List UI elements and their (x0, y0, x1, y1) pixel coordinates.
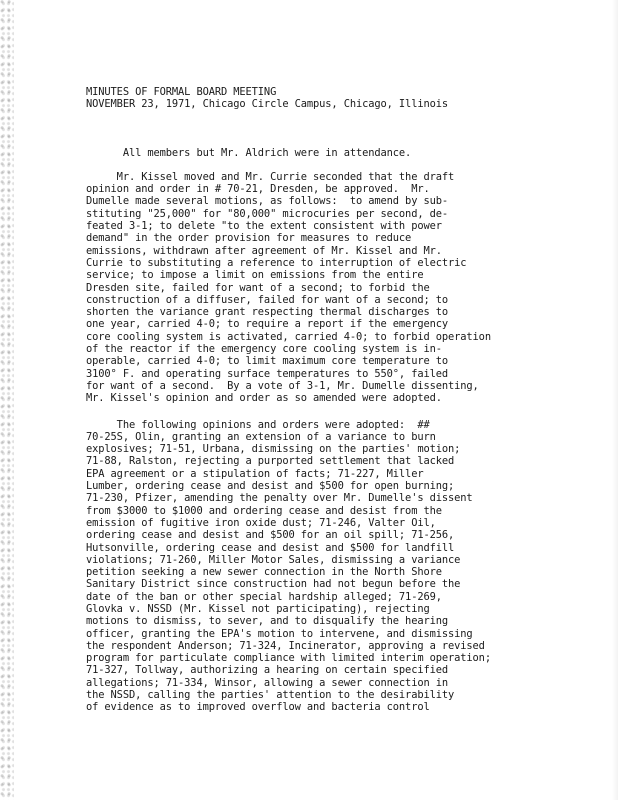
text-line: stituting "25,000" for "80,000" microcuries per second, de- (86, 207, 449, 220)
spacer (86, 111, 606, 147)
text-line: Sanitary District since construction had not begun before the (86, 578, 461, 591)
text-line: shorten the variance grant respecting thermal discharges to (86, 306, 449, 319)
paragraph-dresden (86, 171, 606, 405)
text-line: operable, carried 4-0; to limit maximum core temperature to (86, 355, 449, 368)
text-line: from $3000 to $1000 and ordering cease and desist from the (86, 504, 442, 517)
text-line: 71-230, Pfizer, amending the penalty over Mr. Dumelle's dissent (86, 492, 473, 505)
meeting-date-location: NOVEMBER 23, 1971, Chicago Circle Campus, Chicago, Illinois (86, 98, 449, 111)
text-line: Lumber, ordering cease and desist and $500 for open burning; (86, 480, 455, 493)
text-line: demand" in the order provision for measures to reduce (86, 232, 412, 245)
text-line: of evidence as to improved overflow and bacteria control (86, 701, 430, 714)
text-line: the NSSD, calling the parties' attention to the desirability (86, 689, 455, 702)
text-line: Glovka v. NSSD (Mr. Kissel not participating), rejecting (86, 602, 430, 615)
text-line: The following opinions and orders were adopted: ## (86, 418, 430, 431)
text-line: Dresden site, failed for want of a second; to forbid the (86, 281, 430, 294)
text-line: core cooling system is activated, carried 4-0; to forbid operation (86, 330, 491, 343)
text-line: feated 3-1; to delete "to the extent consistent with power (86, 220, 442, 233)
text-line: violations; 71-260, Miller Motor Sales, dismissing a variance (86, 553, 461, 566)
text-line: emissions, withdrawn after agreement of Mr. Kissel and Mr. (86, 244, 442, 257)
text-line: Hutsonville, ordering cease and desist and $500 for landfill (86, 541, 455, 554)
text-line: motions to dismiss, to sever, and to disqualify the hearing (86, 615, 449, 628)
minutes-title: MINUTES OF FORMAL BOARD MEETING (86, 86, 277, 98)
text-line: 71-88, Ralston, rejecting a purported settlement that lacked (86, 455, 455, 468)
text-line: allegations; 71-334, Winsor, allowing a sewer connection in (86, 676, 449, 689)
text-line: EPA agreement or a stipulation of facts; 71-227, Miller (86, 467, 424, 480)
text-line: petition seeking a new sewer connection in the North Shore (86, 566, 442, 579)
text-line: construction of a diffuser, failed for want of a second; to (86, 293, 449, 306)
scan-edge-right (612, 0, 618, 800)
document-page (86, 86, 606, 714)
attendance-line: All members but Mr. Aldrich were in attendance. (86, 146, 412, 159)
text-line: Currie to substituting a reference to interruption of electric (86, 256, 467, 269)
text-line: ordering cease and desist and $500 for an oil spill; 71-256, (86, 529, 455, 542)
scan-edge-left (0, 0, 14, 800)
text-line: program for particulate compliance with limited interim operation; (86, 652, 491, 665)
text-line: officer, granting the EPA's motion to intervene, and dismissing (86, 627, 473, 640)
spacer (86, 159, 606, 171)
text-line: the respondent Anderson; 71-324, Incinerator, approving a revised (86, 639, 485, 652)
text-line: explosives; 71-51, Urbana, dismissing on the parties' motion; (86, 443, 461, 456)
text-line: one year, carried 4-0; to require a report if the emergency (86, 318, 449, 331)
text-line: date of the ban or other special hardship alleged; 71-269, (86, 590, 442, 603)
text-line: Mr. Kissel moved and Mr. Currie seconded that the draft (86, 170, 455, 183)
text-line: of the reactor if the emergency core cooling system is in- (86, 343, 442, 356)
text-line: for want of a second. By a vote of 3-1, Mr. Dumelle dissenting, (86, 379, 479, 392)
text-line: emission of fugitive iron oxide dust; 71-246, Valter Oil, (86, 516, 436, 529)
text-line: service; to impose a limit on emissions from the entire (86, 269, 424, 282)
text-line: 70-25S, Olin, granting an extension of a variance to burn (86, 430, 436, 443)
text-line: Mr. Kissel's opinion and order as so amended were adopted. (86, 392, 442, 405)
text-line: opinion and order in # 70-21, Dresden, be approved. Mr. (86, 183, 430, 196)
paragraph-opinions (86, 419, 606, 714)
text-line: 3100° F. and operating surface temperatures to 550°, failed (86, 367, 449, 380)
spacer (86, 405, 606, 419)
text-line: Dumelle made several motions, as follows: to amend by sub- (86, 195, 449, 208)
text-line: 71-327, Tollway, authorizing a hearing on certain specified (86, 664, 449, 677)
